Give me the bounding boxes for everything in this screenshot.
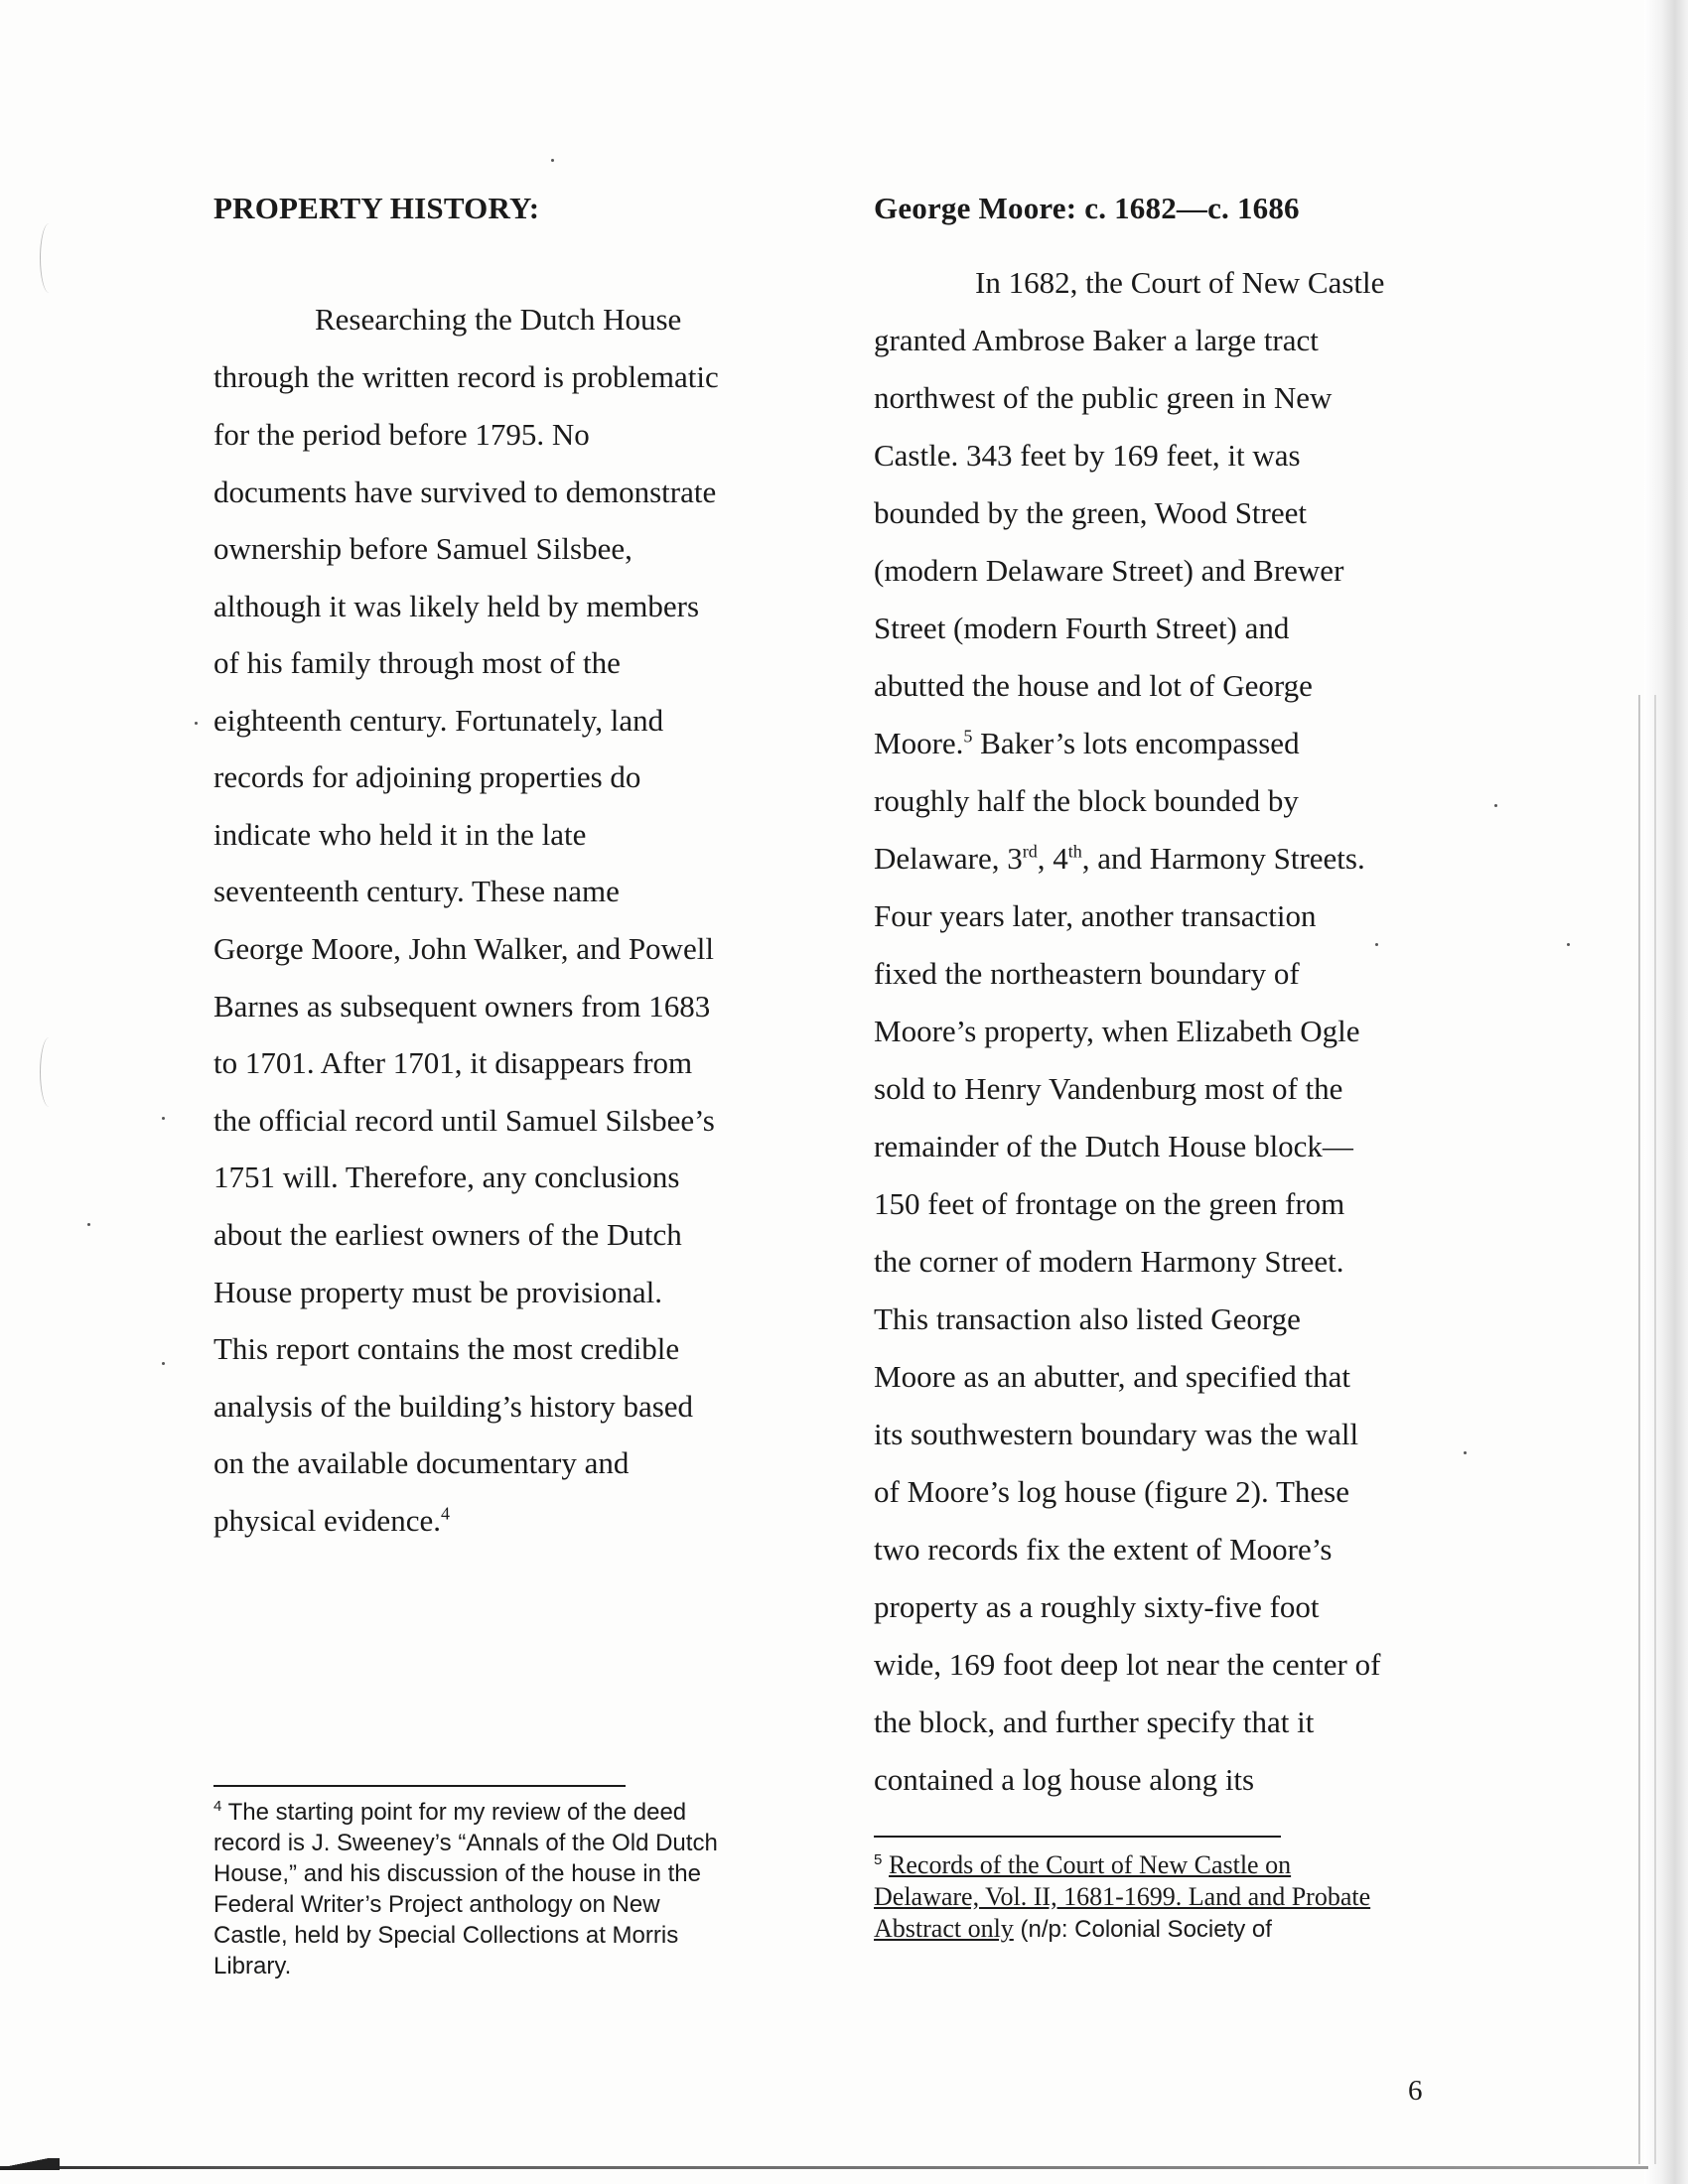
paragraph-line: 1751 will. Therefore, any conclusions <box>213 1160 680 1194</box>
paragraph-line: (modern Delaware Street) and Brewer <box>874 553 1344 588</box>
paragraph-line: Researching the Dutch House <box>315 302 682 337</box>
footnote-marker: 5 <box>874 1851 883 1868</box>
footnote-ref-5[interactable]: 5 <box>963 726 973 747</box>
scan-speck <box>1567 943 1570 946</box>
paragraph-line: George Moore, John Walker, and Powell <box>213 931 714 966</box>
paragraph-line: for the period before 1795. No <box>213 417 590 452</box>
paragraph-line: Moore’s property, when Elizabeth Ogle <box>874 1014 1360 1048</box>
scan-mark <box>40 223 59 293</box>
paragraph-line: of Moore’s log house (figure 2). These <box>874 1474 1349 1509</box>
paragraph-line: This report contains the most credible <box>213 1331 680 1366</box>
scan-mark <box>40 1037 59 1107</box>
paragraph-line: abutted the house and lot of George <box>874 668 1313 703</box>
page-number: 6 <box>1408 2075 1423 2107</box>
paragraph-line: bounded by the green, Wood Street <box>874 495 1307 530</box>
footnote-rule <box>213 1785 626 1787</box>
scan-edge-line <box>1638 695 1640 2164</box>
paragraph-line: eighteenth century. Fortunately, land <box>213 703 664 738</box>
scan-speck <box>195 722 198 725</box>
citation-link[interactable]: Delaware, Vol. II, 1681-1699. Land and Probate <box>874 1882 1371 1911</box>
footnote-line <box>874 1916 1272 1942</box>
paragraph-line <box>213 1505 450 1536</box>
paragraph-line: its southwestern boundary was the wall <box>874 1417 1359 1451</box>
paragraph-line: Barnes as subsequent owners from 1683 <box>213 989 711 1024</box>
paragraph-line: records for adjoining properties do <box>213 759 641 794</box>
ordinal-suffix: th <box>1067 841 1082 862</box>
citation-link[interactable]: Records of the Court of New Castle on <box>889 1850 1292 1879</box>
section-heading: George Moore: c. 1682—c. 1686 <box>874 191 1300 225</box>
line-text: , 4 <box>1037 841 1068 876</box>
footnote-line <box>874 1852 1291 1878</box>
scan-speck <box>162 1117 165 1120</box>
scan-speck <box>1494 804 1497 807</box>
paragraph-line: roughly half the block bounded by <box>874 783 1299 818</box>
footnote-text: (n/p: Colonial Society of <box>1013 1916 1272 1943</box>
scan-bottom-edge <box>0 2166 1648 2169</box>
paragraph-line: indicate who held it in the late <box>213 817 587 852</box>
line-text: , and Harmony Streets. <box>1081 841 1365 876</box>
footnote-line: Library. <box>213 1953 292 1979</box>
paragraph-line: analysis of the building’s history based <box>213 1389 694 1424</box>
ordinal-suffix: rd <box>1022 841 1038 862</box>
paragraph-line: sold to Henry Vandenburg most of the <box>874 1071 1343 1106</box>
scan-edge-shadow <box>1644 0 1688 2184</box>
paragraph-line: two records fix the extent of Moore’s <box>874 1532 1333 1567</box>
scan-speck <box>162 1362 165 1365</box>
paragraph-line: Four years later, another transaction <box>874 898 1317 933</box>
scan-speck <box>1375 943 1378 946</box>
paragraph-line: the official record until Samuel Silsbee’s <box>213 1103 715 1138</box>
paragraph-line: fixed the northeastern boundary of <box>874 956 1300 991</box>
footnote-line <box>213 1798 687 1826</box>
scan-speck <box>1464 1451 1467 1454</box>
footnote-line: Federal Writer’s Project anthology on New <box>213 1891 660 1918</box>
paragraph-line <box>874 728 1300 758</box>
paragraph-line: House property must be provisional. <box>213 1275 663 1309</box>
paragraph-line: to 1701. After 1701, it disappears from <box>213 1045 693 1080</box>
footnote-rule <box>874 1836 1281 1838</box>
footnote-marker: 4 <box>213 1798 222 1815</box>
paragraph-line: granted Ambrose Baker a large tract <box>874 323 1319 357</box>
line-text: Moore. <box>874 726 964 760</box>
scan-bottom-corner <box>0 2158 60 2170</box>
paragraph-line: although it was likely held by members <box>213 589 700 623</box>
paragraph-line: In 1682, the Court of New Castle <box>975 265 1385 300</box>
footnote-line <box>874 1884 1370 1910</box>
paragraph-line: property as a roughly sixty-five foot <box>874 1589 1320 1624</box>
citation-link[interactable]: Abstract only <box>874 1914 1014 1943</box>
paragraph-line: This transaction also listed George <box>874 1301 1301 1336</box>
footnote-line: House,” and his discussion of the house in the <box>213 1860 701 1887</box>
paragraph-line <box>874 843 1365 874</box>
paragraph-line: Castle. 343 feet by 169 feet, it was <box>874 438 1301 473</box>
paragraph-line: remainder of the Dutch House block— <box>874 1129 1353 1163</box>
paragraph-line: about the earliest owners of the Dutch <box>213 1217 682 1252</box>
paragraph-line: ownership before Samuel Silsbee, <box>213 531 633 566</box>
scan-speck <box>551 159 554 162</box>
paragraph-line: on the available documentary and <box>213 1445 630 1480</box>
paragraph-line: northwest of the public green in New <box>874 380 1333 415</box>
paragraph-line: the block, and further specify that it <box>874 1705 1315 1739</box>
line-text: physical evidence. <box>213 1503 441 1538</box>
paragraph-line: Moore as an abutter, and specified that <box>874 1359 1350 1394</box>
footnote-ref-4[interactable]: 4 <box>440 1503 450 1524</box>
paragraph-line: seventeenth century. These name <box>213 874 620 908</box>
footnote-line: record is J. Sweeney’s “Annals of the Old Dutch <box>213 1830 718 1856</box>
paragraph-line: 150 feet of frontage on the green from <box>874 1186 1345 1221</box>
paragraph-line: the corner of modern Harmony Street. <box>874 1244 1344 1279</box>
paragraph-line: documents have survived to demonstrate <box>213 475 717 509</box>
paragraph-line: wide, 169 foot deep lot near the center of <box>874 1647 1381 1682</box>
paragraph-line: of his family through most of the <box>213 645 621 680</box>
section-heading: PROPERTY HISTORY: <box>213 191 540 225</box>
paragraph-line: Street (modern Fourth Street) and <box>874 611 1290 645</box>
paragraph-line: contained a log house along its <box>874 1762 1255 1797</box>
footnote-text: The starting point for my review of the deed <box>221 1799 687 1826</box>
paragraph-line: through the written record is problematic <box>213 359 719 394</box>
scan-speck <box>87 1223 90 1226</box>
line-text: Baker’s lots encompassed <box>972 726 1300 760</box>
footnote-line: Castle, held by Special Collections at Morris <box>213 1922 679 1949</box>
line-text: Delaware, 3 <box>874 841 1023 876</box>
scan-edge-line <box>1654 695 1656 2164</box>
